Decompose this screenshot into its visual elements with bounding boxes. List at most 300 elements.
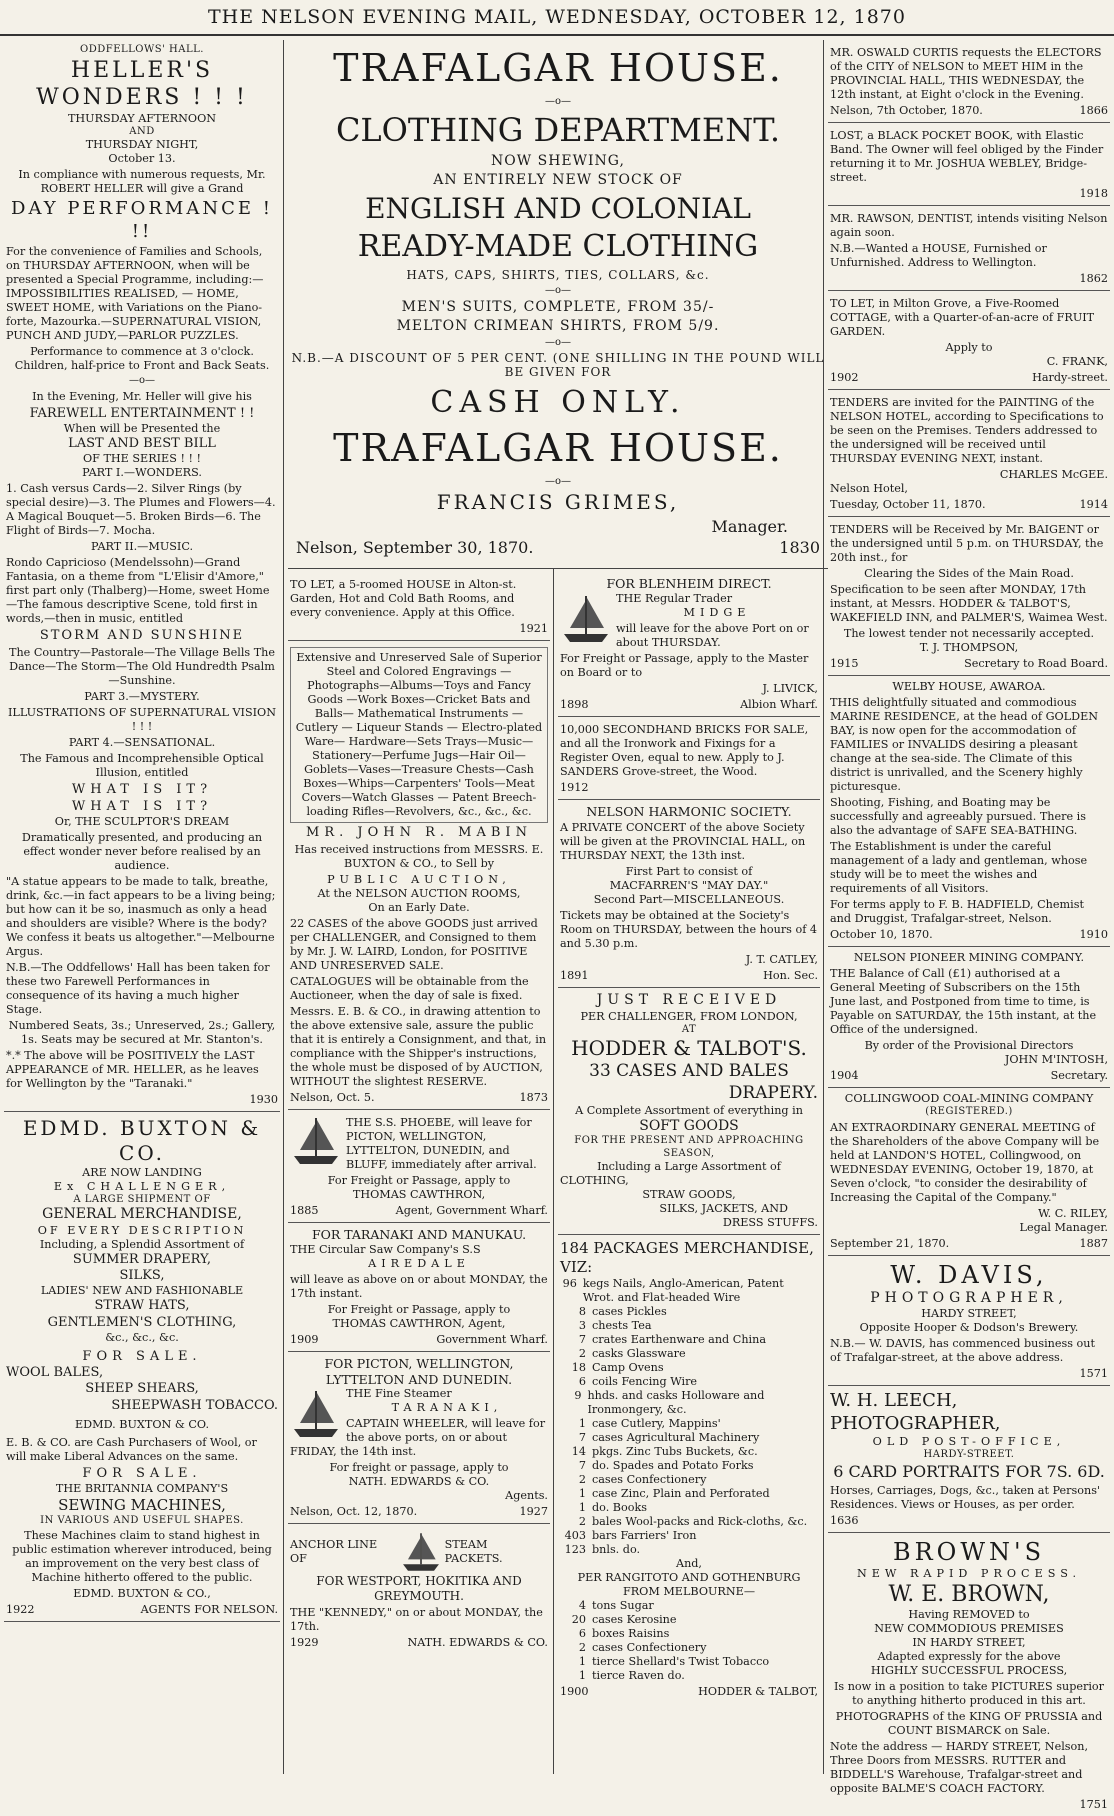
ad-reference: 1912: [560, 781, 818, 795]
ad-reference: 1927: [520, 1505, 548, 1519]
list-item: [560, 1487, 818, 1501]
airedale-name: AIREDALE: [290, 1257, 548, 1271]
ad-reference: 1898: [560, 698, 588, 712]
item-quantity: 96: [560, 1277, 577, 1305]
anchor-advert: [288, 1524, 550, 1654]
removed-line: Having REMOVED to: [830, 1608, 1108, 1622]
item-description: case Zinc, Plain and Perforated: [592, 1487, 770, 1501]
road-advert: [828, 517, 1110, 676]
packages-heading: 184 PACKAGES MERCHANDISE, VIZ:: [560, 1239, 818, 1277]
list-item: [560, 1543, 818, 1557]
silks-jackets: SILKS, JACKETS, AND: [560, 1202, 818, 1216]
part2-heading: PART II.—MUSIC.: [6, 540, 278, 554]
catley-name: J. T. CATLEY,: [560, 953, 818, 967]
adapted-line: Adapted expressly for the above: [830, 1650, 1108, 1664]
item-quantity: 123: [560, 1543, 586, 1557]
item-description: crates Earthenware and China: [592, 1333, 766, 1347]
night-line: THURSDAY NIGHT,: [6, 138, 278, 152]
english-colonial: ENGLISH AND COLONIAL: [288, 192, 828, 225]
riley-name: W. C. RILEY,: [830, 1207, 1108, 1221]
tolet-advert: [288, 572, 550, 641]
ad-reference: 1571: [830, 1367, 1108, 1381]
hodder-talbot: HODDER & TALBOT'S.: [560, 1036, 818, 1061]
summer-drapery: SUMMER DRAPERY,: [6, 1252, 278, 1268]
frank-name: C. FRANK,: [830, 355, 1108, 369]
opposite-line: Opposite Hooper & Dodson's Brewery.: [830, 1321, 1108, 1335]
ad-reference: 1830: [779, 538, 820, 557]
establishment-text: The Establishment is under the careful management of a lady and gentleman, whose study will be to meet the wishes and requirements of all Visitors.: [830, 840, 1108, 896]
item-quantity: 6: [560, 1627, 586, 1641]
ad-reference: 1902: [830, 371, 858, 385]
leech-title: W. H. LEECH, PHOTOGRAPHER,: [830, 1390, 1108, 1435]
sheep-shears: SHEEP SHEARS,: [6, 1381, 278, 1397]
hall-heading: ODDFELLOWS' HALL.: [6, 44, 278, 57]
agent-name: THOMAS CAWTHRON, Agent,: [290, 1317, 548, 1331]
ready-made-clothing: READY-MADE CLOTHING: [288, 229, 828, 264]
lost-advert: [828, 123, 1110, 206]
brown-advert: [828, 1533, 1110, 1816]
just-received: JUST RECEIVED: [560, 992, 818, 1010]
gents-clothing: GENTLEMEN'S CLOTHING,: [6, 1315, 278, 1331]
board-line: Secretary to Road Board.: [964, 657, 1108, 671]
hardy-street: HARDY-STREET.: [830, 1449, 1108, 1462]
hats-line: HATS, CAPS, SHIRTS, TIES, COLLARS, &c.: [288, 268, 828, 282]
secretary-line: Secretary.: [1051, 1069, 1108, 1083]
mens-suits: MEN'S SUITS, COMPLETE, FROM 35/-: [288, 299, 828, 315]
cases-bales: 33 CASES AND BALES: [560, 1061, 818, 1082]
may-day: MACFARREN'S "MAY DAY.": [560, 879, 818, 893]
ad-reference: 1866: [1080, 104, 1108, 118]
lowest-line: The lowest tender not necessarily accepted.: [830, 627, 1108, 641]
public-auction: PUBLIC AUCTION,: [290, 873, 548, 887]
rawson-text: MR. RAWSON, DENTIST, intends visiting Nelson again soon.: [830, 212, 1108, 240]
cases-text: 22 CASES of the above GOODS just arrived per CHALLENGER, and Consigned to them by Mr. J. W. LAIRD, London, for POSITIVE AND UNRESERVED SALE.: [290, 917, 548, 973]
bricks-advert: [558, 717, 820, 800]
let-text: TO LET, in Milton Grove, a Five-Roomed COTTAGE, with a Quarter-of-an-acre of FRUIT GARDEN.: [830, 297, 1108, 339]
item-description: case Cutlery, Mappins': [592, 1417, 721, 1431]
item-description: pkgs. Zinc Tubs Buckets, &c.: [592, 1445, 758, 1459]
agents-line: AGENTS FOR NELSON.: [141, 1603, 278, 1617]
list-item: [560, 1529, 818, 1543]
welby-advert: [828, 676, 1110, 947]
thompson-name: T. J. THOMPSON,: [830, 641, 1108, 655]
item-description: do. Spades and Potato Forks: [592, 1459, 754, 1473]
series-line: OF THE SERIES ! ! !: [6, 452, 278, 466]
item-quantity: 1: [560, 1501, 586, 1515]
item-quantity: 18: [560, 1361, 586, 1375]
apply-line: For Freight or Passage, apply to: [290, 1174, 548, 1188]
hon-sec: Hon. Sec.: [763, 969, 818, 983]
clearing-line: Clearing the Sides of the Main Road.: [830, 567, 1108, 581]
agents-line: Agents.: [290, 1489, 548, 1503]
divider: —o—: [288, 337, 828, 348]
and-line: AND: [6, 126, 278, 139]
part1-text: 1. Cash versus Cards—2. Silver Rings (by special desire)—3. The Plumes and Flowers—4. A Magical Bouquet—5. Broken Birds—6. The Flight of Birds—7. Mocha.: [6, 482, 278, 538]
ad-reference: 1914: [1080, 498, 1108, 512]
apply-line: For freight or passage, apply to: [290, 1461, 548, 1475]
pioneer-advert: [828, 947, 1110, 1088]
list-item: [560, 1431, 818, 1445]
taranaki-heading: FOR TARANAKI AND MANUKAU.: [290, 1227, 548, 1243]
for-sale-heading: FOR SALE.: [6, 1349, 278, 1365]
item-quantity: 7: [560, 1431, 586, 1445]
date-line: Nelson, Oct. 12, 1870.: [290, 1505, 417, 1519]
item-quantity: 20: [560, 1613, 586, 1627]
trafalgar-advert: [288, 40, 828, 569]
list-item: [560, 1445, 818, 1459]
item-description: tons Sugar: [592, 1599, 654, 1613]
ad-reference: 1887: [1080, 1237, 1108, 1251]
column-rule: [553, 568, 554, 1774]
airedale-text: will leave as above on or about MONDAY, the 17th instant.: [290, 1273, 548, 1301]
mabin-advert: [288, 641, 550, 1110]
item-description: kegs Nails, Anglo-American, Patent Wrot. and Flat-headed Wire: [583, 1277, 818, 1305]
albion-line: Albion Wharf.: [740, 698, 818, 712]
buxton-advert: [4, 1112, 280, 1623]
second-part: Second Part—MISCELLANEOUS.: [560, 893, 818, 907]
phoebe-text: THE S.S. PHOEBE, will leave for PICTON, WELLINGTON, LYTTELTON, DUNEDIN, and BLUFF, immediately after arrival.: [290, 1116, 548, 1172]
hodder-signature: HODDER & TALBOT,: [698, 1685, 818, 1699]
saw-company: THE Circular Saw Company's S.S: [290, 1243, 548, 1257]
terms-text: For terms apply to F. B. HADFIELD, Chemist and Druggist, Trafalgar-street, Nelson.: [830, 898, 1108, 926]
machines-text: These Machines claim to stand highest in public estimation wherever introduced, being an improvement on the very best class of Machine hitherto offered to the public.: [6, 1529, 278, 1585]
horses-text: Horses, Carriages, Dogs, &c., taken at Persons' Residences. Views or Houses, as per order.: [830, 1484, 1108, 1512]
photographer-line: PHOTOGRAPHER,: [830, 1290, 1108, 1308]
melbourne-line: FROM MELBOURNE—: [560, 1585, 818, 1599]
item-description: do. Books: [592, 1501, 647, 1515]
collingwood-advert: [828, 1088, 1110, 1256]
steamer-line: THE Fine Steamer: [290, 1387, 548, 1401]
list-item: [560, 1473, 818, 1487]
per-challenger: PER CHALLENGER, FROM LONDON,: [560, 1010, 818, 1024]
legal-line: Legal Manager.: [830, 1221, 1108, 1235]
date-line: Nelson, Oct. 5.: [290, 1091, 375, 1105]
mcgee-name: CHARLES McGEE.: [830, 468, 1108, 482]
balance-text: THE Balance of Call (£1) authorised at a General Meeting of Subscribers on the 15th June last, and Postponed from time to time, is Payable on SATURDAY, the 15th instant, at the Office of the undersigned.: [830, 967, 1108, 1037]
ad-reference: 1921: [290, 622, 548, 636]
ad-reference: 1873: [520, 1091, 548, 1105]
tenders-text: TENDERS are invited for the PAINTING of the NELSON HOTEL, according to Specifications to be seen on the Premises. Tenders addressed to the undersigned will be received until THURSDAY EVENING NEXT, instant.: [830, 396, 1108, 466]
positively-text: *.* The above will be POSITIVELY the LAST APPEARANCE of MR. HELLER, as he leaves for Wellington by the "Taranaki.": [6, 1049, 278, 1091]
column-rule: [283, 40, 284, 1774]
list-item: [560, 1417, 818, 1431]
list-item: [560, 1627, 818, 1641]
meeting-text: AN EXTRAORDINARY GENERAL MEETING of the Shareholders of the above Company will be held at LANDON'S HOTEL, Collingwood, on WEDNESDAY EVENING, October 19, 1870, at Seven o'clock, "to consider the desirability of Increasing the Capital of the Company.": [830, 1121, 1108, 1205]
auction-rooms: At the NELSON AUCTION ROOMS,: [290, 887, 548, 901]
large-shipment: A LARGE SHIPMENT OF: [6, 1194, 278, 1207]
list-item: [560, 1319, 818, 1333]
item-quantity: 1: [560, 1487, 586, 1501]
list-item: [560, 1515, 818, 1529]
highly-line: HIGHLY SUCCESSFUL PROCESS,: [830, 1664, 1108, 1678]
item-description: cases Confectionery: [592, 1641, 706, 1655]
item-description: tierce Raven do.: [592, 1669, 685, 1683]
item-description: hhds. and casks Holloware and Ironmongery, &c.: [587, 1389, 818, 1417]
item-description: cases Kerosine: [592, 1613, 677, 1627]
davis-title: W. DAVIS,: [830, 1260, 1108, 1290]
davis-nb: N.B.— W. DAVIS, has commenced business out of Trafalgar-street, at the above address.: [830, 1337, 1108, 1365]
new-stock: AN ENTIRELY NEW STOCK OF: [288, 172, 828, 188]
steam-packets: STEAM PACKETS.: [445, 1538, 548, 1566]
ad-reference: 1636: [830, 1514, 1108, 1528]
in-hardy-line: IN HARDY STREET,: [830, 1636, 1108, 1650]
ad-reference: 1930: [6, 1093, 278, 1107]
brown-name: W. E. BROWN,: [830, 1581, 1108, 1609]
list-item: [560, 1305, 818, 1319]
midge-advert: [558, 572, 820, 717]
at-line: AT: [560, 1024, 818, 1037]
lost-text: LOST, a BLACK POCKET BOOK, with Elastic Band. The Owner will feel obliged by the Finder returning it to Mr. JOSHUA WEBLEY, Bridge-street.: [830, 129, 1108, 185]
masthead: THE NELSON EVENING MAIL, WEDNESDAY, OCTOBER 12, 1870: [0, 0, 1114, 36]
mabin-title: MR. JOHN R. MABIN: [290, 825, 548, 841]
list-item: [560, 1277, 818, 1305]
discount-line: N.B.—A DISCOUNT OF 5 PER CENT. (ONE SHILLING IN THE POUND WILL BE GIVEN FOR: [288, 351, 828, 379]
wheeler-text: CAPTAIN WHEELER, will leave for the above ports, on or about FRIDAY, the 14th inst.: [290, 1417, 548, 1459]
farewell-title: FAREWELL ENTERTAINMENT ! !: [6, 406, 278, 422]
item-description: cases Pickles: [592, 1305, 667, 1319]
date-line: October 13.: [6, 152, 278, 166]
apply-line: For Freight or Passage, apply to: [290, 1303, 548, 1317]
new-process: NEW RAPID PROCESS.: [830, 1567, 1108, 1581]
note-text: Note the address — HARDY STREET, Nelson, Three Doors from MESSRS. RUTTER and BIDDELL'S Warehouse, Trafalgar-street and opposite BALME'S COACH FACTORY.: [830, 1740, 1108, 1796]
date-line: Tuesday, October 11, 1870.: [830, 498, 986, 512]
ad-reference: 1900: [560, 1685, 588, 1699]
ad-reference: 1751: [830, 1798, 1108, 1812]
list-item: [560, 1333, 818, 1347]
tickets-text: Tickets may be obtained at the Society's Room on THURSDAY, between the hours of 4 and 5.30 p.m.: [560, 909, 818, 951]
evening-text: In the Evening, Mr. Heller will give his: [6, 390, 278, 404]
part2-text: Rondo Capricioso (Mendelssohn)—Grand Fantasia, on a theme from "L'Elisir d'Amore," first part only (Thalberg)—Home, sweet Home—The famous descriptive Scene, told first in words,—then in music, entitled: [6, 556, 278, 626]
midge-text: will leave for the above Port on or about THURSDAY.: [560, 622, 818, 650]
hodder-advert: [558, 988, 820, 1235]
anchor-line: ANCHOR LINE OF: [290, 1538, 397, 1566]
apply-line: Apply to: [830, 341, 1108, 355]
etc-line: &c., &c., &c.: [6, 1331, 278, 1345]
item-quantity: 3: [560, 1319, 586, 1333]
item-quantity: 9: [560, 1389, 581, 1417]
cawthron-name: THOMAS CAWTHRON,: [290, 1188, 548, 1202]
part4-heading: PART 4.—SENSATIONAL.: [6, 736, 278, 750]
item-quantity: 2: [560, 1515, 586, 1529]
drapery-line: DRAPERY.: [560, 1083, 818, 1104]
curtis-advert: [828, 40, 1110, 123]
ship-icon: [397, 1530, 445, 1574]
item-quantity: 1: [560, 1655, 586, 1669]
list-item: [560, 1655, 818, 1669]
performance-times: Performance to commence at 3 o'clock. Children, half-price to Front and Back Seats.: [6, 345, 278, 373]
what-is-it-1: WHAT IS IT?: [6, 782, 278, 798]
manager-line: Manager.: [288, 517, 828, 536]
davis-advert: [828, 1256, 1110, 1387]
cash-purchasers: E. B. & CO. are Cash Purchasers of Wool, or will make Liberal Advances on the same.: [6, 1436, 278, 1464]
column-2: [288, 572, 550, 1774]
part4-text: The Famous and Incomprehensible Optical Illusion, entitled: [6, 752, 278, 780]
item-description: Camp Ovens: [592, 1361, 664, 1375]
shapes-line: IN VARIOUS AND USEFUL SHAPES.: [6, 1515, 278, 1528]
ad-reference: 1929: [290, 1636, 318, 1650]
item-description: boxes Raisins: [592, 1627, 669, 1641]
concert-text: A PRIVATE CONCERT of the above Society will be given at the PROVINCIAL HALL, on THURSDAY NEXT, the 13th inst.: [560, 821, 818, 863]
wool-bales: WOOL BALES,: [6, 1365, 278, 1381]
item-quantity: 7: [560, 1459, 586, 1473]
ad-reference: 1909: [290, 1333, 318, 1347]
midge-name: MIDGE: [560, 606, 818, 620]
list-item: [560, 1347, 818, 1361]
date-line: Nelson, September 30, 1870.: [296, 538, 533, 557]
item-quantity: 6: [560, 1375, 586, 1389]
item-quantity: 403: [560, 1529, 586, 1543]
season-line: FOR THE PRESENT AND APPROACHING SEASON,: [560, 1135, 818, 1160]
early-date: On an Early Date.: [290, 901, 548, 915]
premises-line: NEW COMMODIOUS PREMISES: [830, 1622, 1108, 1636]
including-line: Including, a Splendid Assortment of: [6, 1238, 278, 1252]
ad-reference: 1910: [1080, 928, 1108, 942]
part1-heading: PART I.—WONDERS.: [6, 466, 278, 480]
blenheim-heading: FOR BLENHEIM DIRECT.: [560, 576, 818, 592]
merchandise-list: [560, 1277, 818, 1557]
item-quantity: 14: [560, 1445, 586, 1459]
shooting-text: Shooting, Fishing, and Boating may be successfully and agreeably pursued. There is also the advantage of SAFE SEA-BATHING.: [830, 796, 1108, 838]
messrs-text: Messrs. E. B. & CO., in drawing attention to the above extensive sale, assure the public that it is entirely a Consignment, and that, in compliance with the Shipper's instructions, the whole must be disposed of by AUCTION, WITHOUT the slightest RESERVE.: [290, 1005, 548, 1089]
part3-text: ILLUSTRATIONS OF SUPERNATURAL VISION ! ! !: [6, 706, 278, 734]
thursday-line: THURSDAY AFTERNOON: [6, 112, 278, 126]
column-4: [828, 40, 1110, 1774]
item-description: cases Confectionery: [592, 1473, 706, 1487]
collingwood-heading: COLLINGWOOD COAL-MINING COMPANY: [830, 1092, 1108, 1106]
item-description: bnls. do.: [592, 1543, 640, 1557]
wharf-line: Government Wharf.: [436, 1333, 548, 1347]
melbourne-list: [560, 1599, 818, 1683]
storm-text: The Country—Pastorale—The Village Bells The Dance—The Storm—The Old Hundredth Psalm—Sunshine.: [6, 646, 278, 688]
now-landing: ARE NOW LANDING: [6, 1166, 278, 1180]
trader-line: THE Regular Trader: [560, 592, 818, 606]
nb-text: N.B.—The Oddfellows' Hall has been taken for these two Farewell Performances in consequence of its having a much higher Stage.: [6, 961, 278, 1017]
what-is-it-2: WHAT IS IT?: [6, 799, 278, 815]
nath-edwards: NATH. EDWARDS & CO.: [407, 1636, 548, 1650]
day-performance: DAY PERFORMANCE ! !!: [6, 198, 278, 243]
list-item: [560, 1613, 818, 1627]
item-description: bales Wool-packs and Rick-cloths, &c.: [592, 1515, 807, 1529]
taranaki-advert: [288, 1352, 550, 1524]
card-portraits: 6 CARD PORTRAITS FOR 7S. 6D.: [830, 1462, 1108, 1482]
ladies-line: LADIES' NEW AND FASHIONABLE: [6, 1284, 278, 1298]
complete-line: A Complete Assortment of everything in: [560, 1104, 818, 1118]
silks-line: SILKS,: [6, 1268, 278, 1284]
item-description: cases Agricultural Machinery: [592, 1431, 759, 1445]
pioneer-heading: NELSON PIONEER MINING COMPANY.: [830, 951, 1108, 965]
ad-reference: 1891: [560, 969, 588, 983]
part3-heading: PART 3.—MYSTERY.: [6, 690, 278, 704]
sewing-machines: SEWING MACHINES,: [6, 1496, 278, 1515]
westport-line: FOR WESTPORT, HOKITIKA AND GREYMOUTH.: [290, 1574, 548, 1604]
packages-advert: [558, 1235, 820, 1703]
list-item: [560, 1361, 818, 1375]
general-merchandise: GENERAL MERCHANDISE,: [6, 1206, 278, 1224]
milton-advert: [828, 291, 1110, 390]
clothing-line: CLOTHING,: [560, 1174, 818, 1188]
seat-prices: Numbered Seats, 3s.; Unreserved, 2s.; Gallery, 1s. Seats may be secured at Mr. Stanton's.: [6, 1019, 278, 1047]
ship-icon: [290, 1114, 342, 1168]
catalogues-text: CATALOGUES will be obtainable from the Auctioneer, when the day of sale is fixed.: [290, 975, 548, 1003]
straw-goods: STRAW GOODS,: [560, 1188, 818, 1202]
order-line: By order of the Provisional Directors: [830, 1039, 1108, 1053]
buxton-title: EDMD. BUXTON & CO.: [6, 1116, 278, 1166]
harmonic-heading: NELSON HARMONIC SOCIETY.: [560, 804, 818, 820]
heller-title: HELLER'S WONDERS ! ! !: [6, 57, 278, 112]
apply-line: For Freight or Passage, apply to the Master on Board or to: [560, 652, 818, 680]
photos-text: PHOTOGRAPHS of the KING OF PRUSSIA and COUNT BISMARCK on Sale.: [830, 1710, 1108, 1738]
nath-edwards: NATH. EDWARDS & CO.: [290, 1475, 548, 1489]
list-item: [560, 1669, 818, 1683]
mabin-text: Has received instructions from MESSRS. E. BUXTON & CO., to Sell by: [290, 843, 548, 871]
painting-advert: [828, 390, 1110, 517]
date-line: October 10, 1870.: [830, 928, 933, 942]
hotel-line: Nelson Hotel,: [830, 482, 1108, 496]
list-item: [560, 1375, 818, 1389]
ad-reference: 1862: [830, 272, 1108, 286]
spec-text: Specification to be seen after MONDAY, 17th instant, at Messrs. HODDER & TALBOT'S, WAKEFIELD INN, and PALMER'S, Waimea West.: [830, 583, 1108, 625]
agent-line: Agent, Government Wharf.: [396, 1204, 548, 1218]
trafalgar-title: TRAFALGAR HOUSE.: [288, 46, 828, 90]
hardy-line: Hardy-street.: [1032, 371, 1108, 385]
list-item: [560, 1641, 818, 1655]
registered-line: (REGISTERED.): [830, 1106, 1108, 1119]
tenders-text: TENDERS will be Received by Mr. BAIGENT or the undersigned until 5 p.m. on THURSDAY, the 20th inst., for: [830, 523, 1108, 565]
divider: —o—: [288, 285, 828, 296]
list-item: [560, 1459, 818, 1473]
item-quantity: 1: [560, 1417, 586, 1431]
browns-title: BROWN'S: [830, 1537, 1108, 1567]
sculptor-text: Dramatically presented, and producing an effect wonder never before realised by an audience.: [6, 831, 278, 873]
curtis-text: MR. OSWALD CURTIS requests the ELECTORS of the CITY of NELSON to MEET HIM in the PROVINCIAL HALL, THIS WEDNESDAY, the 12th instant, at Eight o'clock in the Evening.: [830, 46, 1108, 102]
ad-reference: 1918: [830, 187, 1108, 201]
harmonic-advert: [558, 800, 820, 989]
taranaki-name: TARANAKI,: [290, 1401, 548, 1415]
item-quantity: 4: [560, 1599, 586, 1613]
heller-advert: ODDFELLOWS' HALL. HELLER'S WONDERS ! ! ! THURSDAY AFTERNOON AND THURSDAY NIGHT, October 13. In compliance with numerous requests, Mr. ROBERT HELLER will give a Grand DAY PERFORMANCE ! !! For the convenience of Families and Schools, on THURSDAY AFTERNOON, when will be presented a Special Programme, including:— IMPOSSIBILITIES REALISED, — HOME, SWEET HOME, with Variations on the Piano-forte, Mazourka.—SUPERNATURAL VISION, PUNCH AND JUDY,—PARLOR PUZZLES. Performance to commence at 3 o'clock. Children, half-price to Front and Back Seats. —o— In the Evening, Mr. Heller will give his FAREWELL ENTERTAINMENT ! ! When will be Presented the LAST AND BEST BILL OF THE SERIES ! ! ! PART I.—WONDERS. 1. Cash versus Cards—2. Silver Rings (by special desire)—3. The Plumes and Flowers—4. A Magical Bouquet—5. Broken Birds—6. The Flight of Birds—7. Mocha. PART II.—MUSIC. Rondo Capricioso (Mendelssohn)—Grand Fantasia, on a theme from "L'Elisir d'Amore," first part only (Thalberg)—Home, sweet Home—The famous descriptive Scene, told first in words,—then in music, entitled STORM AND SUNSHINE The Country—Pastorale—The Village Bells The Dance—The Storm—The Old Hundredth Psalm—Sunshine. PART 3.—MYSTERY. ILLUSTRATIONS OF SUPERNATURAL VISION ! ! ! PART 4.—SENSATIONAL. The Famous and Incomprehensible Optical Illusion, entitled WHAT IS IT? WHAT IS IT? Or, THE SCULPTOR'S DREAM Dramatically presented, and producing an effect wonder never before realised by an audience. "A statue appears to be made to talk, breathe, drink, &c.—in fact appears to be a living being; but how can it be so, inasmuch as only a head and shoulders are visible? Where is the body? We confess it beats us altogether."—Melbourne Argus. N.B.—The Oddfellows' Hall has been taken for these two Farewell Performances in consequence of its having a much higher Stage. Numbered Seats, 3s.; Unreserved, 2s.; Gallery, 1s. Seats may be secured at Mr. Stanton's. *.* The above will be POSITIVELY the LAST APPEARANCE of MR. HELLER, as he leaves for Wellington by the "Taranaki." 1930: [4, 40, 280, 1112]
assortment-line: Including a Large Assortment of: [560, 1160, 818, 1174]
date-line: September 21, 1870.: [830, 1237, 949, 1251]
and-line: And,: [560, 1557, 818, 1571]
date-line: Nelson, 7th October, 1870.: [830, 104, 983, 118]
item-quantity: 8: [560, 1305, 586, 1319]
last-bill: LAST AND BEST BILL: [6, 436, 278, 452]
ad-reference: 1885: [290, 1204, 318, 1218]
britannia-line: THE BRITANNIA COMPANY'S: [6, 1482, 278, 1496]
now-shewing: NOW SHEWING,: [288, 153, 828, 169]
divider: —o—: [288, 96, 828, 107]
item-quantity: 2: [560, 1473, 586, 1487]
item-description: coils Fencing Wire: [592, 1375, 697, 1389]
cash-only: CASH ONLY.: [288, 385, 828, 420]
phoebe-advert: [288, 1110, 550, 1223]
welby-text: THIS delightfully situated and commodious MARINE RESIDENCE, at the head of GOLDEN BAY, is now open for the accommodation of FAMILIES or INVALIDS desiring a pleasant change at the sea-side. The Climate of this district is unrivalled, and the Scenery highly picturesque.: [830, 696, 1108, 794]
hardy-street: HARDY STREET,: [830, 1307, 1108, 1321]
ex-challenger: Ex CHALLENGER,: [6, 1180, 278, 1194]
compliance-text: In compliance with numerous requests, Mr. ROBERT HELLER will give a Grand: [6, 168, 278, 196]
every-description: OF EVERY DESCRIPTION: [6, 1224, 278, 1238]
soft-goods: SOFT GOODS: [560, 1118, 818, 1136]
dress-stuffs: DRESS STUFFS.: [560, 1216, 818, 1230]
trafalgar-title: TRAFALGAR HOUSE.: [288, 426, 828, 470]
column-3: [558, 572, 820, 1774]
mintosh-name: JOHN M'INTOSH,: [830, 1053, 1108, 1067]
first-part: First Part to consist of: [560, 865, 818, 879]
rangitoto-line: PER RANGITOTO AND GOTHENBURG: [560, 1571, 818, 1585]
list-item: [560, 1389, 818, 1417]
bricks-text: 10,000 SECONDHAND BRICKS FOR SALE, and all the Ironwork and Fixings for a Register Oven, equal to new. Apply to J. SANDERS Grove-street, the Wood.: [560, 723, 818, 779]
airedale-advert: [288, 1223, 550, 1352]
